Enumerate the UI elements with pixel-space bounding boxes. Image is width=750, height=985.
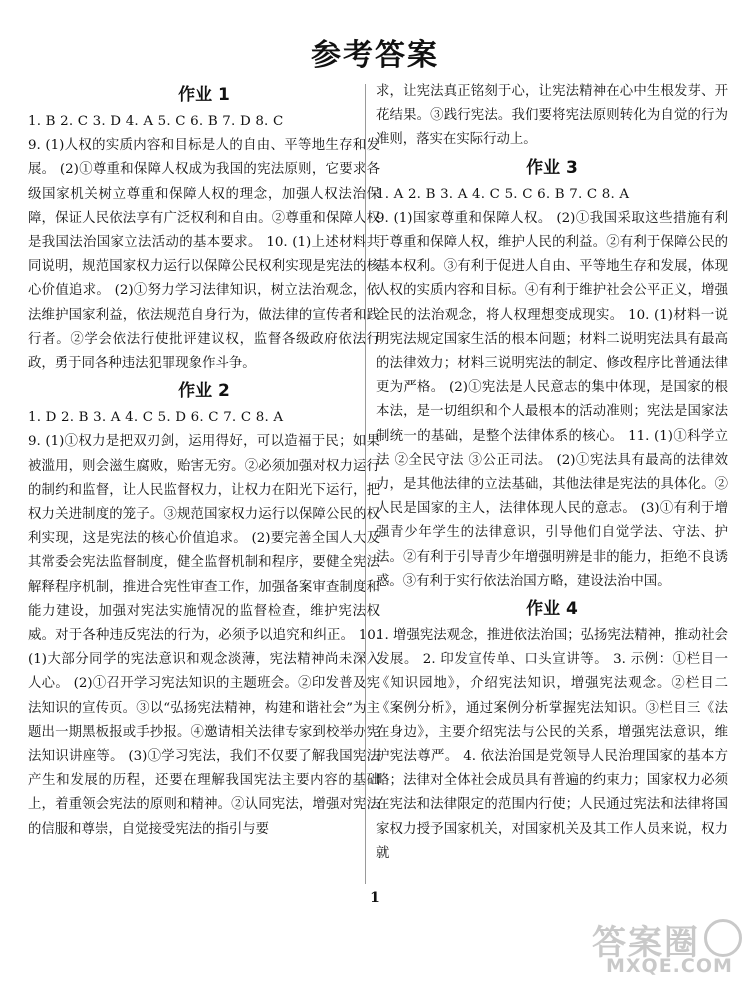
answer-paragraph: 1. 增强宪法观念，推进依法治国；弘扬宪法精神，推动社会发展。 2. 印发宣传单、口头宣讲等。 3. 示例：①栏目一《知识园地》，介绍宪法知识，增强宪法观念。②栏目二《案例分析》，通过案例分析掌握宪法知识。③栏目三《法在身边》，主要介绍宪法与公民的关系，增强宪法意识，维护宪法尊严。 4. 依法治国是党领导人民治理国家的基本方略；法律对全体社会成员具有普遍的约束力；国家权力必须在宪法和法律限定的范围内行使；人民通过宪法和法律将国家权力授予国家机关，对国家机关及其工作人员来说，权力就: [376, 628, 728, 861]
column-divider: [365, 84, 366, 884]
watermark-text: 答案圈: [592, 923, 700, 963]
right-column: [376, 80, 728, 866]
left-column: [28, 80, 380, 842]
watermark-url: MXQE.COM: [606, 955, 733, 977]
answer-paragraph: 9. (1)国家尊重和保障人权。 (2)①我国采取这些措施有利于尊重和保障人权，维护人民的利益。②有利于保障公民的基本权利。③有利于促进人自由、平等地生存和发展，体现人权的实质内容和目标。④有利于维护社会公平正义，增强全民的法治观念，将人权理想变成现实。 10. (1)材料一说明宪法规定国家生活的根本问题；材料二说明宪法具有最高的法律效力；材料三说明宪法的制定、修改程序比普通法律更为严格。 (2)①宪法是人民意志的集中体现，是国家的根本法，是一切组织和个人最根本的活动准则；宪法是国家法制统一的基础，是整个法律体系的核心。 11. (1)①科学立法 ②全民守法 ③公正司法。 (2)①宪法具有最高的法律效力，是其他法律的立法基础，其他法律是宪法的具体化。②人民是国家的主人，法律体现人民的意志。 (3)①有利于增强青少年学生的法律意识，引导他们自觉学法、守法、护法。②有利于引导青少年增强明辨是非的能力，拒绝不良诱惑。③有利于实行依法治国方略，建设法治中国。: [376, 210, 728, 589]
multiple-choice-answers: 1. B 2. C 3. D 4. A 5. C 6. B 7. D 8. C: [28, 114, 284, 129]
answer-paragraph: 求，让宪法真正铭刻于心，让宪法精神在心中生根发芽、开花结果。③践行宪法。我们要将宪法原则转化为自觉的行为准则，落实在实际行动上。: [376, 84, 728, 148]
multiple-choice-answers: 1. A 2. B 3. A 4. C 5. C 6. B 7. C 8. A: [376, 186, 630, 202]
section-heading: 作业 1: [178, 85, 230, 105]
page-title: 参考答案: [311, 38, 439, 73]
multiple-choice-answers: 1. D 2. B 3. A 4. C 5. D 6. C 7. C 8. A: [28, 410, 284, 426]
section-heading: 作业 3: [526, 157, 578, 178]
watermark-circle-icon: [704, 919, 742, 957]
page-number: 1: [370, 890, 380, 906]
watermark-logo: [592, 915, 742, 979]
answer-paragraph: 9. (1)①权力是把双刃剑，运用得好，可以造福于民；如果被滥用，则会滋生腐败，贻害无穷。②必须加强对权力运行的制约和监督，让人民监督权力，让权力在阳光下运行，把权力关进制度的笼子。③规范国家权力运行以保障公民的权利实现，这是宪法的核心价值追求。 (2)要完善全国人大及其常委会宪法监督制度，健全监督机制和程序，要健全宪法解释程序机制，推进合宪性审查工作，加强备案审查制度和能力建设，加强对宪法实施情况的监督检查，维护宪法权威。对于各种违反宪法的行为，必须予以追究和纠正。 10. (1)大部分同学的宪法意识和观念淡薄，宪法精神尚未深入人心。 (2)①召开学习宪法知识的主题班会。②印发普及宪法知识的宣传页。③以“弘扬宪法精神，构建和谐社会”为主题出一期黑板报或手抄报。④邀请相关法律专家到校举办宪法知识讲座等。 (3)①学习宪法，我们不仅要了解我国宪法产生和发展的历程，还要在理解我国宪法主要内容的基础上，着重领会宪法的原则和精神。②认同宪法，增强对宪法的信服和尊崇，自觉接受宪法的指引与要: [28, 434, 380, 837]
section-heading: 作业 4: [526, 599, 578, 620]
section-heading: 作业 2: [178, 381, 230, 402]
answer-paragraph: 9. (1)人权的实质内容和目标是人的自由、平等地生存和发展。 (2)①尊重和保障人权成为我国的宪法原则，它要求各级国家机关树立尊重和保障人权的理念，加强人权法治保障，保证人民依法享有广泛权利和自由。②尊重和保障人权是我国法治国家立法活动的基本要求。 10. (1)上述材料共同说明，规范国家权力运行以保障公民权利实现是宪法的核心价值追求。 (2)①努力学习法律知识，树立法治观念，依法维护国家利益，依法规范自身行为，做法律的宣传者和践行者。②学会依法行使批评建议权，监督各级政府依法行政，勇于同各种违法犯罪现象作斗争。: [28, 138, 380, 372]
